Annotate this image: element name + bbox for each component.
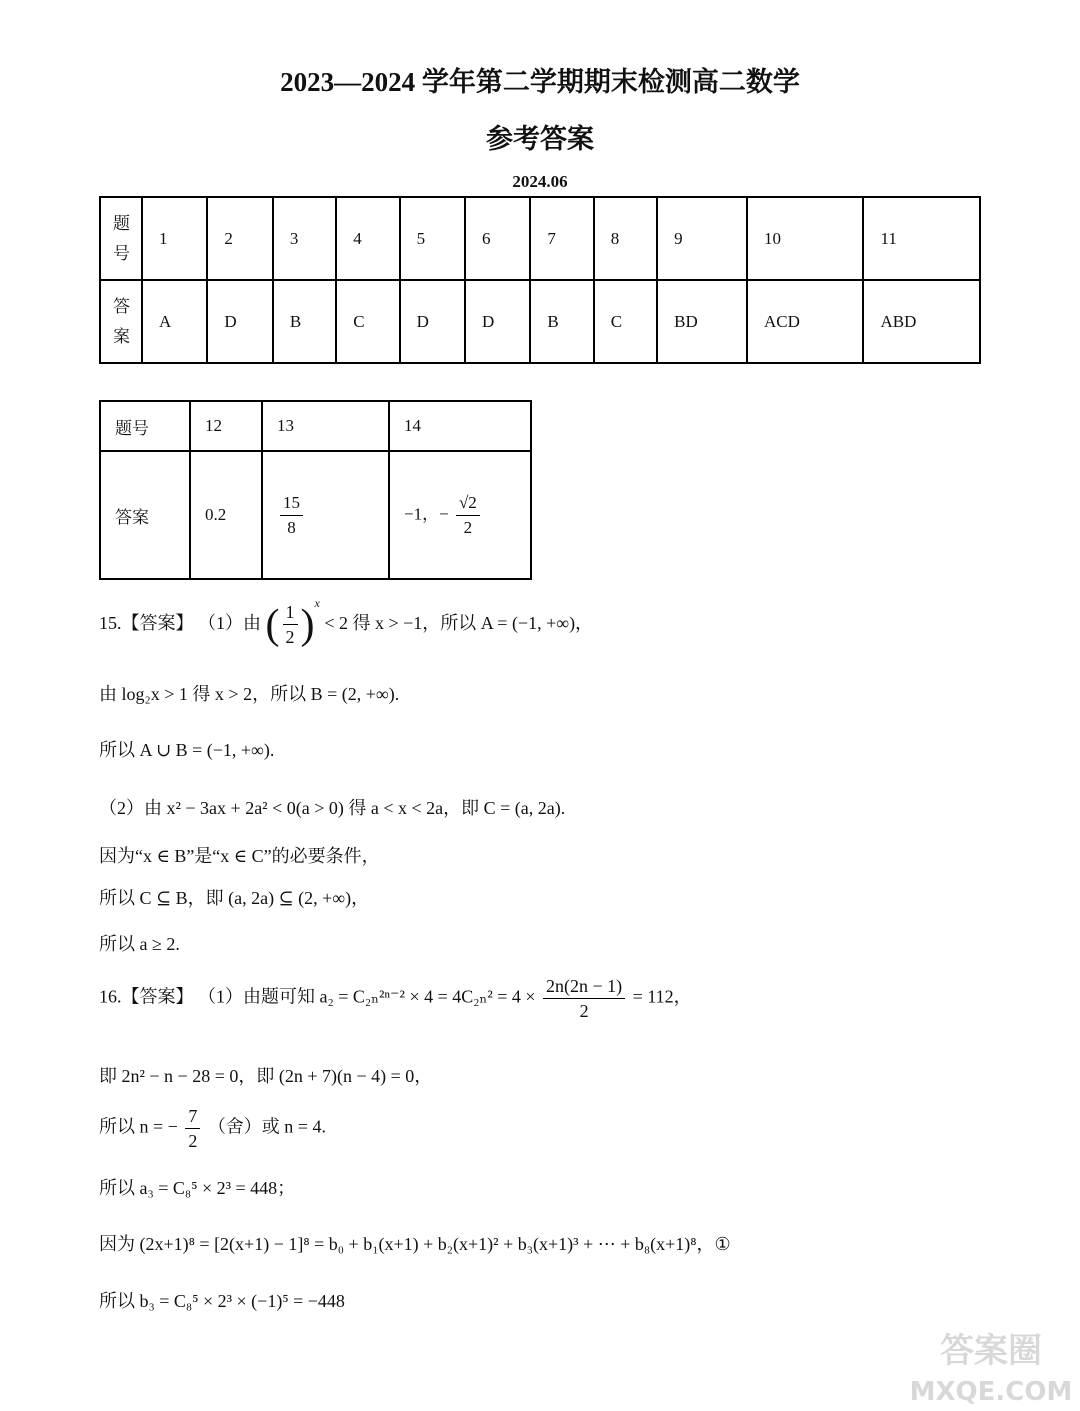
fraction-numerator: 1 bbox=[283, 600, 298, 625]
fraction bbox=[280, 491, 303, 540]
q16-line-6: 所以 b₃ = C₈⁵ × 2³ × (−1)⁵ = −448 bbox=[99, 1291, 345, 1311]
doc-title: 2023—2024 学年第二学期期末检测高二数学 bbox=[280, 67, 800, 97]
table-cell: 0.2 bbox=[190, 451, 262, 579]
q15-part1-prefix: （1）由 bbox=[198, 613, 261, 633]
table-cell: 7 bbox=[530, 197, 593, 280]
table-cell: D bbox=[207, 280, 272, 363]
q16-line-5: 因为 (2x+1)⁸ = [2(x+1) − 1]⁸ = b₀ + b₁(x+1) + b₂(x+1)² + b₃(x+1)³ + ⋯ + b₈(x+1)⁸，① bbox=[99, 1234, 731, 1254]
row-label-answer: 答案 bbox=[100, 451, 190, 579]
doc-subtitle: 参考答案 bbox=[486, 124, 594, 154]
q15-line-5: 因为“x ∈ B”是“x ∈ C”的必要条件， bbox=[99, 846, 380, 866]
table-cell: B bbox=[273, 280, 336, 363]
table-row-answers bbox=[100, 280, 980, 363]
q16-line-1-suffix: = 112， bbox=[632, 986, 692, 1007]
table-cell: 4 bbox=[336, 197, 399, 280]
q15-line-3: 所以 A ∪ B = (−1, +∞). bbox=[99, 740, 275, 760]
table-cell: 2 bbox=[207, 197, 272, 280]
q15-line-6: 所以 C ⊆ B，即 (a, 2a) ⊆ (2, +∞)， bbox=[99, 888, 370, 908]
table-cell: ABD bbox=[863, 280, 980, 363]
fraction-denominator: 2 bbox=[188, 1131, 198, 1151]
row-label-question: 题号 bbox=[100, 401, 190, 451]
fraction-denominator: 2 bbox=[579, 1001, 589, 1021]
answer-table-1 bbox=[99, 196, 981, 364]
table-cell: 13 bbox=[262, 401, 389, 451]
q16-line-1-prefix: （1）由题可知 a₂ = C₂ₙ²ⁿ⁻² × 4 = 4C₂ₙ² = 4 × bbox=[198, 986, 536, 1007]
fraction-denominator: 2 bbox=[463, 517, 473, 537]
q16-line-3-prefix: 所以 n = − bbox=[99, 1116, 178, 1137]
table-cell: 14 bbox=[389, 401, 531, 451]
table-cell: BD bbox=[657, 280, 747, 363]
table-row-numbers bbox=[100, 401, 531, 451]
fraction-numerator: 7 bbox=[185, 1104, 200, 1129]
q15-line-1: 15.【答案】 （1）由 ( $\frac{1}{2}$ )$^x$ < 2 得 x > −1，所以 A = (−1, +∞)， bbox=[99, 596, 594, 648]
q16-line-3 bbox=[99, 1104, 326, 1153]
table-cell: 10 bbox=[747, 197, 863, 280]
doc-date: 2024.06 bbox=[512, 172, 568, 191]
fraction-denominator: 8 bbox=[287, 517, 296, 537]
q15-line-1-rest: < 2 得 x > −1，所以 A = (−1, +∞)， bbox=[324, 613, 594, 633]
fraction-numerator: √2 bbox=[456, 491, 480, 516]
fraction bbox=[185, 1104, 200, 1153]
q15-label: 15.【答案】 bbox=[99, 613, 194, 633]
table-cell: A bbox=[142, 280, 207, 363]
table-cell: ACD bbox=[747, 280, 863, 363]
table-row-answers bbox=[100, 451, 531, 579]
answer-table-2 bbox=[99, 400, 532, 580]
watermark-text-2: MXQE.COM bbox=[909, 1377, 1073, 1407]
table-row-numbers bbox=[100, 197, 980, 280]
table-cell: D bbox=[465, 280, 530, 363]
table-cell: 8 bbox=[594, 197, 657, 280]
q16-label: 16.【答案】 bbox=[99, 986, 194, 1007]
table-cell: C bbox=[336, 280, 399, 363]
table-cell-fraction bbox=[262, 451, 389, 579]
watermark-logo bbox=[905, 1322, 1077, 1408]
table-cell-expression bbox=[389, 451, 531, 579]
fraction-numerator: 2n(2n − 1) bbox=[543, 974, 625, 999]
table-cell: D bbox=[400, 280, 465, 363]
table-cell: 12 bbox=[190, 401, 262, 451]
table-cell: B bbox=[530, 280, 593, 363]
q16-line-1 bbox=[99, 974, 692, 1023]
q16-line-2: 即 2n² − n − 28 = 0，即 (2n + 7)(n − 4) = 0， bbox=[99, 1066, 433, 1086]
table-cell: 11 bbox=[863, 197, 980, 280]
q16-line-4: 所以 a₃ = C₈⁵ × 2³ = 448； bbox=[99, 1178, 296, 1198]
table-cell: 6 bbox=[465, 197, 530, 280]
fraction-denominator: 2 bbox=[285, 627, 295, 648]
table-cell: 9 bbox=[657, 197, 747, 280]
fraction-numerator: 15 bbox=[280, 491, 303, 516]
fraction bbox=[456, 491, 480, 540]
row-label-answer: 答案 bbox=[100, 280, 142, 363]
table-cell: 1 bbox=[142, 197, 207, 280]
fraction bbox=[283, 600, 298, 649]
table-cell: 5 bbox=[400, 197, 465, 280]
watermark-text-1: 答案圈 bbox=[940, 1331, 1042, 1371]
table-cell: 3 bbox=[273, 197, 336, 280]
table-cell: C bbox=[594, 280, 657, 363]
q15-line-2: 由 log₂x > 1 得 x > 2，所以 B = (2, +∞). bbox=[99, 684, 400, 704]
answer-14-part1: −1，− bbox=[404, 503, 449, 523]
row-label-question: 题号 bbox=[100, 197, 142, 280]
fraction bbox=[543, 974, 625, 1023]
q15-line-7: 所以 a ≥ 2. bbox=[99, 934, 180, 954]
q16-line-3-suffix: （舍）或 n = 4. bbox=[207, 1116, 326, 1137]
q15-line-4: （2）由 x² − 3ax + 2a² < 0(a > 0) 得 a < x < 2a，即 C = (a, 2a). bbox=[99, 798, 566, 818]
